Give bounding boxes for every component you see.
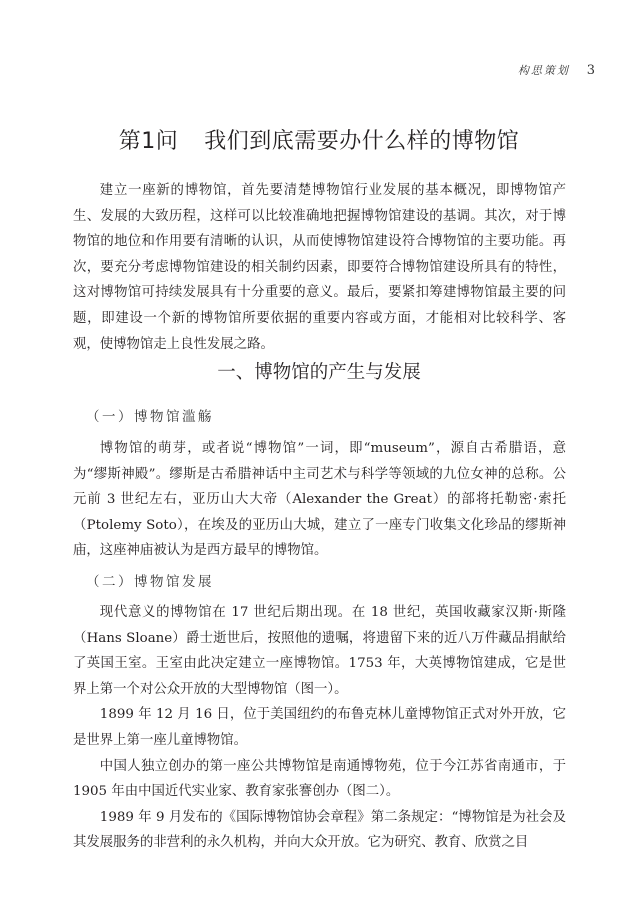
page-number: 3 bbox=[586, 63, 596, 78]
header-section-title: 构思策划 bbox=[517, 64, 570, 77]
running-header bbox=[518, 62, 596, 78]
subsection-development-body bbox=[73, 600, 566, 856]
paragraph: 现代意义的博物馆在 17 世纪后期出现。在 18 世纪，英国收藏家汉斯·斯隆（Hans Sloane）爵士逝世后，按照他的遗嘱，将遗留下来的近八万件藏品捐献给了英国王室。王室由此决定建立一座博物馆。1753 年，大英博物馆建成，它是世界上第一个对公众开放的大型博物馆（图一）。 bbox=[73, 605, 566, 697]
subsection-origin-body bbox=[73, 436, 566, 564]
chapter-heading: 我们到底需要办什么样的博物馆 bbox=[204, 129, 520, 154]
paragraph: 中国人独立创办的第一座公共博物馆是南通博物苑，位于今江苏省南通市，于 1905 年由中国近代实业家、教育家张謇创办（图二）。 bbox=[73, 758, 566, 800]
subsection-heading-origin: （一）博物馆滥觞 bbox=[86, 409, 214, 425]
intro-block bbox=[73, 178, 566, 357]
intro-paragraph: 建立一座新的博物馆，首先要清楚博物馆行业发展的基本概况，即博物馆产生、发展的大致历程，这样可以比较准确地把握博物馆建设的基调。其次，对于博物馆的地位和作用要有清晰的认识，从而使博物馆建设符合博物馆的主要功能。再次，要充分考虑博物馆建设的相关制约因素，即要符合博物馆建设所具有的特性，这对博物馆可持续发展具有十分重要的意义。最后，要紧扣筹建博物馆最主要的问题，即建设一个新的博物馆所要依据的重要内容或方面，才能相对比较科学、客观，使博物馆走上良性发展之路。 bbox=[73, 183, 566, 352]
chapter-label: 第1问 bbox=[118, 129, 179, 154]
paragraph: 1899 年 12 月 16 日，位于美国纽约的布鲁克林儿童博物馆正式对外开放，它是世界上第一座儿童博物馆。 bbox=[73, 707, 566, 748]
chapter-title bbox=[0, 124, 638, 155]
section-title: 一、博物馆的产生与发展 bbox=[217, 362, 421, 383]
paragraph: 1989 年 9 月发布的《国际博物馆协会章程》第二条规定：“博物馆是为社会及其发展服务的非营利的永久机构，并向大众开放。它为研究、教育、欣赏之目 bbox=[73, 809, 566, 851]
subsection-heading-development: （二）博物馆发展 bbox=[86, 574, 214, 590]
paragraph: 博物馆的萌芽，或者说“博物馆”一词，即“museum”，源自古希腊语，意为“缪斯神殿”。缪斯是古希腊神话中主司艺术与科学等领域的九位女神的总称。公元前 3 世纪左右，亚历山大大帝（Alexander the Great）的部将托勒密·索托（Ptolemy Soto），在埃及的亚历山大城，建立了一座专门收集文化珍品的缪斯神庙，这座神庙被认为是西方最早的博物馆。 bbox=[73, 441, 566, 559]
